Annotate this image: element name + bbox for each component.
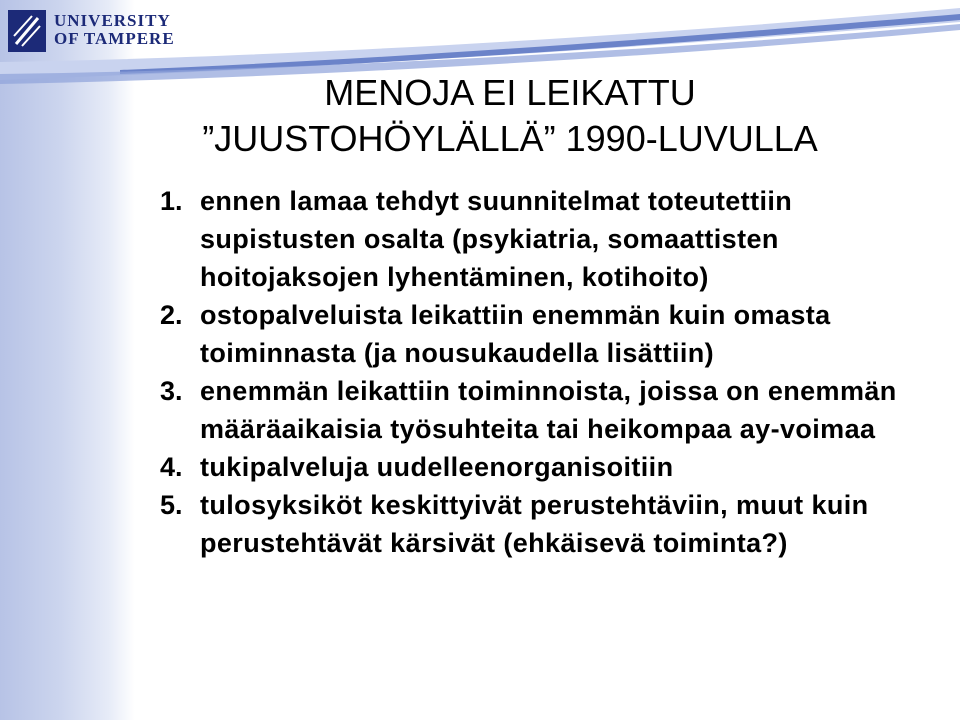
- list-item-text: ennen lamaa tehdyt suunnitelmat toteutettiin supistusten osalta (psykiatria, somaattisten hoitojaksojen lyhentäminen, kotihoito): [200, 186, 793, 292]
- slide-title: [110, 70, 910, 162]
- list-item-text: tukipalveluja uudelleenorganisoitiin: [200, 452, 674, 482]
- list-item: [160, 182, 920, 296]
- logo-text: [54, 12, 175, 48]
- logo-mark-icon: [8, 10, 46, 52]
- list-item: [160, 372, 920, 448]
- university-logo: [8, 10, 188, 56]
- list-item-text: enemmän leikattiin toiminnoista, joissa on enemmän määräaikaisia työsuhteita tai heikompaa ay-voimaa: [200, 376, 897, 444]
- list-item-number: 5.: [160, 490, 183, 520]
- list-item: [160, 296, 920, 372]
- title-line2: ”JUUSTOHÖYLÄLLÄ” 1990-LUVULLA: [202, 118, 818, 159]
- list-item-number: 4.: [160, 452, 183, 482]
- logo-line1: UNIVERSITY: [54, 11, 171, 30]
- logo-line2: OF TAMPERE: [54, 29, 175, 48]
- list-item-text: tulosyksiköt keskittyivät perustehtäviin, muut kuin perustehtävät kärsivät (ehkäisevä toiminta?): [200, 490, 869, 558]
- list-item-text: ostopalveluista leikattiin enemmän kuin omasta toiminnasta (ja nousukaudella lisättiin): [200, 300, 831, 368]
- list-item: [160, 448, 920, 486]
- list-item: [160, 486, 920, 562]
- title-line1: MENOJA EI LEIKATTU: [324, 72, 696, 113]
- numbered-list: [160, 182, 920, 562]
- list-item-number: 1.: [160, 186, 183, 216]
- list-item-number: 2.: [160, 300, 183, 330]
- list-item-number: 3.: [160, 376, 183, 406]
